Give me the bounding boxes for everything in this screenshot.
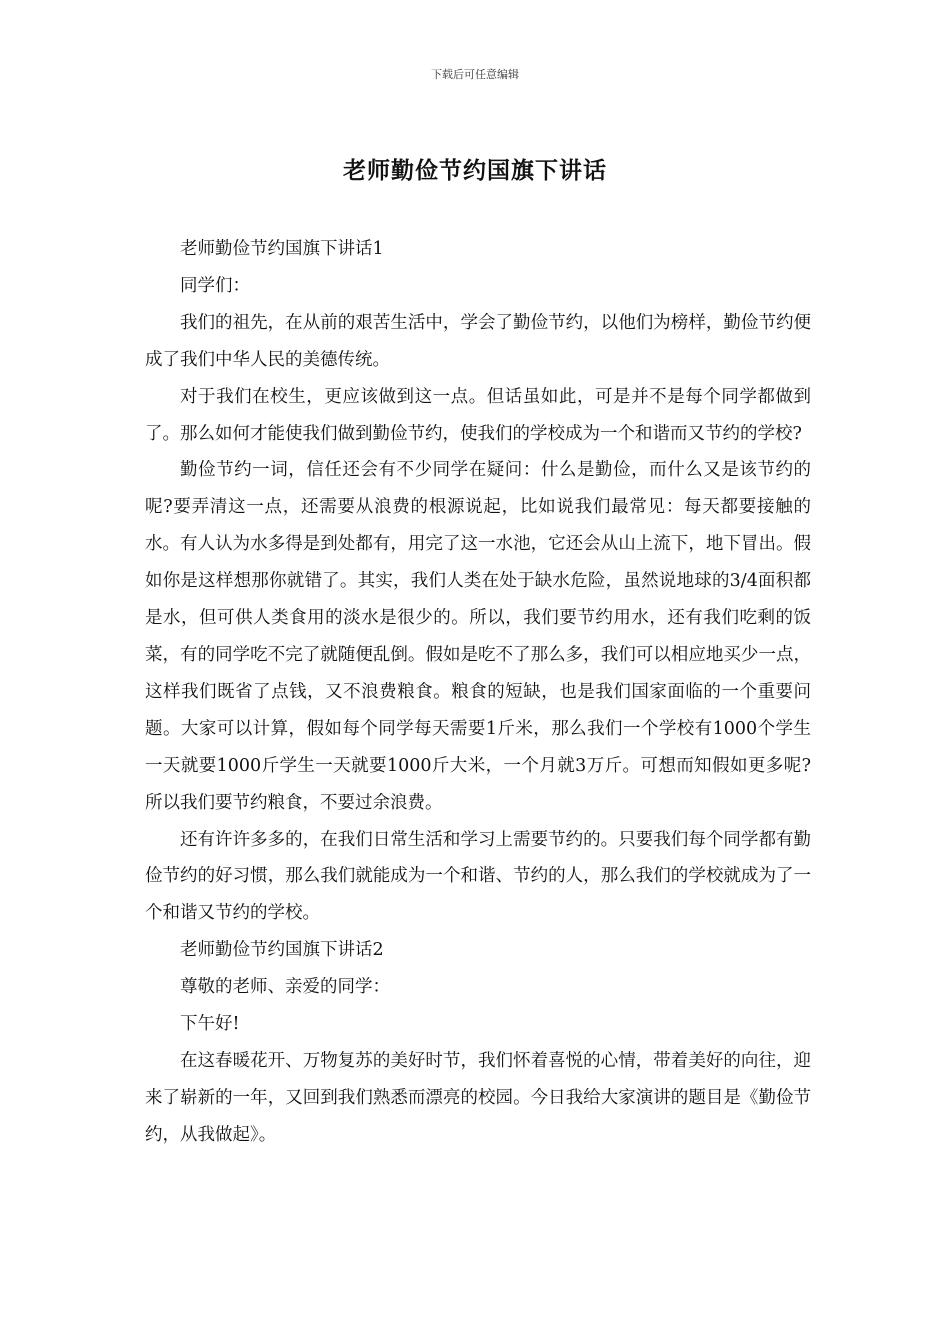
- header-note: 下载后可任意编辑: [431, 68, 519, 81]
- greeting: 下午好!: [180, 1014, 240, 1035]
- paragraph: 我们的祖先，在从前的艰苦生活中，学会了勤俭节约，以他们为榜样，勤俭节约便成了我们中华人民的美德传统。: [145, 312, 811, 370]
- salutation-2: 尊敬的老师、亲爱的同学：: [180, 977, 390, 998]
- section-heading-2: 老师勤俭节约国旗下讲话2: [180, 940, 384, 961]
- document-title: 老师勤俭节约国旗下讲话: [343, 158, 607, 184]
- document-body: [145, 231, 811, 1154]
- paragraph: 勤俭节约一词，信任还会有不少同学在疑问：什么是勤俭，而什么又是该节约的呢?要弄清这一点，还需要从浪费的根源说起，比如说我们最常见：每天都要接触的水。有人认为水多得是到处都有，用完了这一水池，它还会从山上流下，地下冒出。假如你是这样想那你就错了。其实，我们人类在处于缺水危险，虽然说地球的3/4面积都是水，但可供人类食用的淡水是很少的。所以，我们要节约用水，还有我们吃剩的饭菜，有的同学吃不完了就随便乱倒。假如是吃不了那么多，我们可以相应地买少一点，这样我们既省了点钱，又不浪费粮食。粮食的短缺，也是我们国家面临的一个重要问题。大家可以计算，假如每个同学每天需要1斤米，那么我们一个学校有1000个学生一天就要1000斤学生一天就要1000斤大米，一个月就3万斤。可想而知假如更多呢?所以我们要节约粮食，不要过余浪费。: [145, 460, 811, 813]
- paragraph: 在这春暖花开、万物复苏的美好时节，我们怀着喜悦的心情，带着美好的向往，迎来了崭新的一年，又回到我们熟悉而漂亮的校园。今日我给大家演讲的题目是《勤俭节约，从我做起》。: [145, 1050, 811, 1145]
- paragraph: 还有许许多多的，在我们日常生活和学习上需要节约的。只要我们每个同学都有勤俭节约的好习惯，那么我们就能成为一个和谐、节约的人，那么我们的学校就成为了一个和谐又节约的学校。: [145, 829, 811, 924]
- paragraph: 对于我们在校生，更应该做到这一点。但话虽如此，可是并不是每个同学都做到了。那么如何才能使我们做到勤俭节约，使我们的学校成为一个和谐而又节约的学校?: [145, 386, 811, 444]
- section-heading-1: 老师勤俭节约国旗下讲话1: [180, 239, 384, 259]
- salutation-1: 同学们：: [180, 275, 250, 296]
